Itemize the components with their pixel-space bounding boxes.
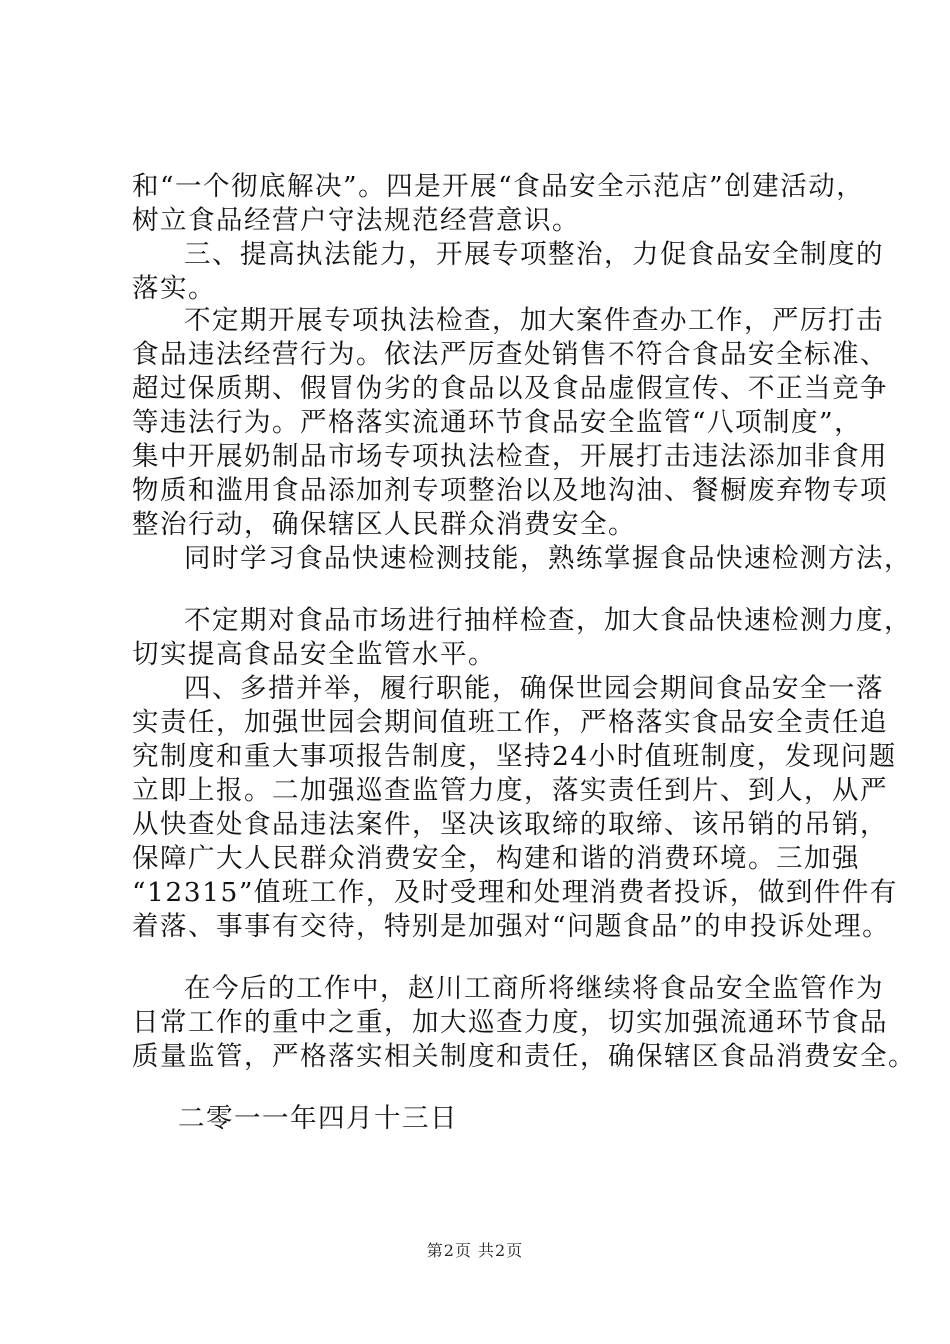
- text-line: 不定期对食品市场进行抽样检查，加大食品快速检测力度，: [184, 605, 912, 636]
- text-line: 不定期开展专项执法检查，加大案件查办工作，严厉打击: [184, 305, 884, 336]
- text-line: 落实。: [132, 273, 216, 304]
- text-line: 究制度和重大事项报告制度，坚持24小时值班制度，发现问题: [132, 741, 897, 772]
- text-line: 食品违法经营行为。依法严厉查处销售不符合食品安全标准、: [132, 339, 888, 370]
- text-line: 质量监管，严格落实相关制度和责任，确保辖区食品消费安全。: [132, 1041, 916, 1072]
- text-line: 切实提高食品安全监管水平。: [132, 639, 496, 670]
- section-heading-3: 三、提高执法能力，开展专项整治，力促食品安全制度的: [184, 239, 884, 270]
- text-line: 立即上报。二加强巡查监管力度，落实责任到片、到人，从严: [132, 775, 888, 806]
- text-line: “12315”值班工作，及时受理和处理消费者投诉，做到件件有: [132, 877, 898, 908]
- text-line: 日常工作的重中之重，加大巡查力度，切实加强流通环节食品: [132, 1007, 888, 1038]
- text-line: 等违法行为。严格落实流通环节食品安全监管“八项制度”，: [132, 407, 863, 438]
- text-line: 树立食品经营户守法规范经营意识。: [132, 205, 580, 236]
- section-heading-4: 四、多措并举，履行职能，确保世园会期间食品安全一落: [184, 673, 884, 704]
- text-line: 着落、事事有交待，特别是加强对“问题食品”的申投诉处理。: [132, 911, 891, 942]
- text-line: 实责任，加强世园会期间值班工作，严格落实食品安全责任追: [132, 707, 888, 738]
- document-date: 二零一一年四月十三日: [178, 1103, 458, 1134]
- text-line: 同时学习食品快速检测技能，熟练掌握食品快速检测方法，: [184, 543, 912, 574]
- page-footer: 第2页 共2页: [426, 1241, 524, 1260]
- text-line: 整治行动，确保辖区人民群众消费安全。: [132, 509, 636, 540]
- text-line: 集中开展奶制品市场专项执法检查，开展打击违法添加非食用: [132, 441, 888, 472]
- text-line: 物质和滥用食品添加剂专项整治以及地沟油、餐橱废弃物专项: [132, 475, 888, 506]
- text-line: 超过保质期、假冒伪劣的食品以及食品虚假宣传、不正当竞争: [132, 373, 888, 404]
- text-line: 从快查处食品违法案件，坚决该取缔的取缔、该吊销的吊销，: [132, 809, 888, 840]
- text-line: 保障广大人民群众消费安全，构建和谐的消费环境。三加强: [132, 843, 860, 874]
- text-line: 和“一个彻底解决”。四是开展“食品安全示范店”创建活动，: [132, 171, 865, 202]
- text-line: 在今后的工作中，赵川工商所将继续将食品安全监管作为: [184, 973, 884, 1004]
